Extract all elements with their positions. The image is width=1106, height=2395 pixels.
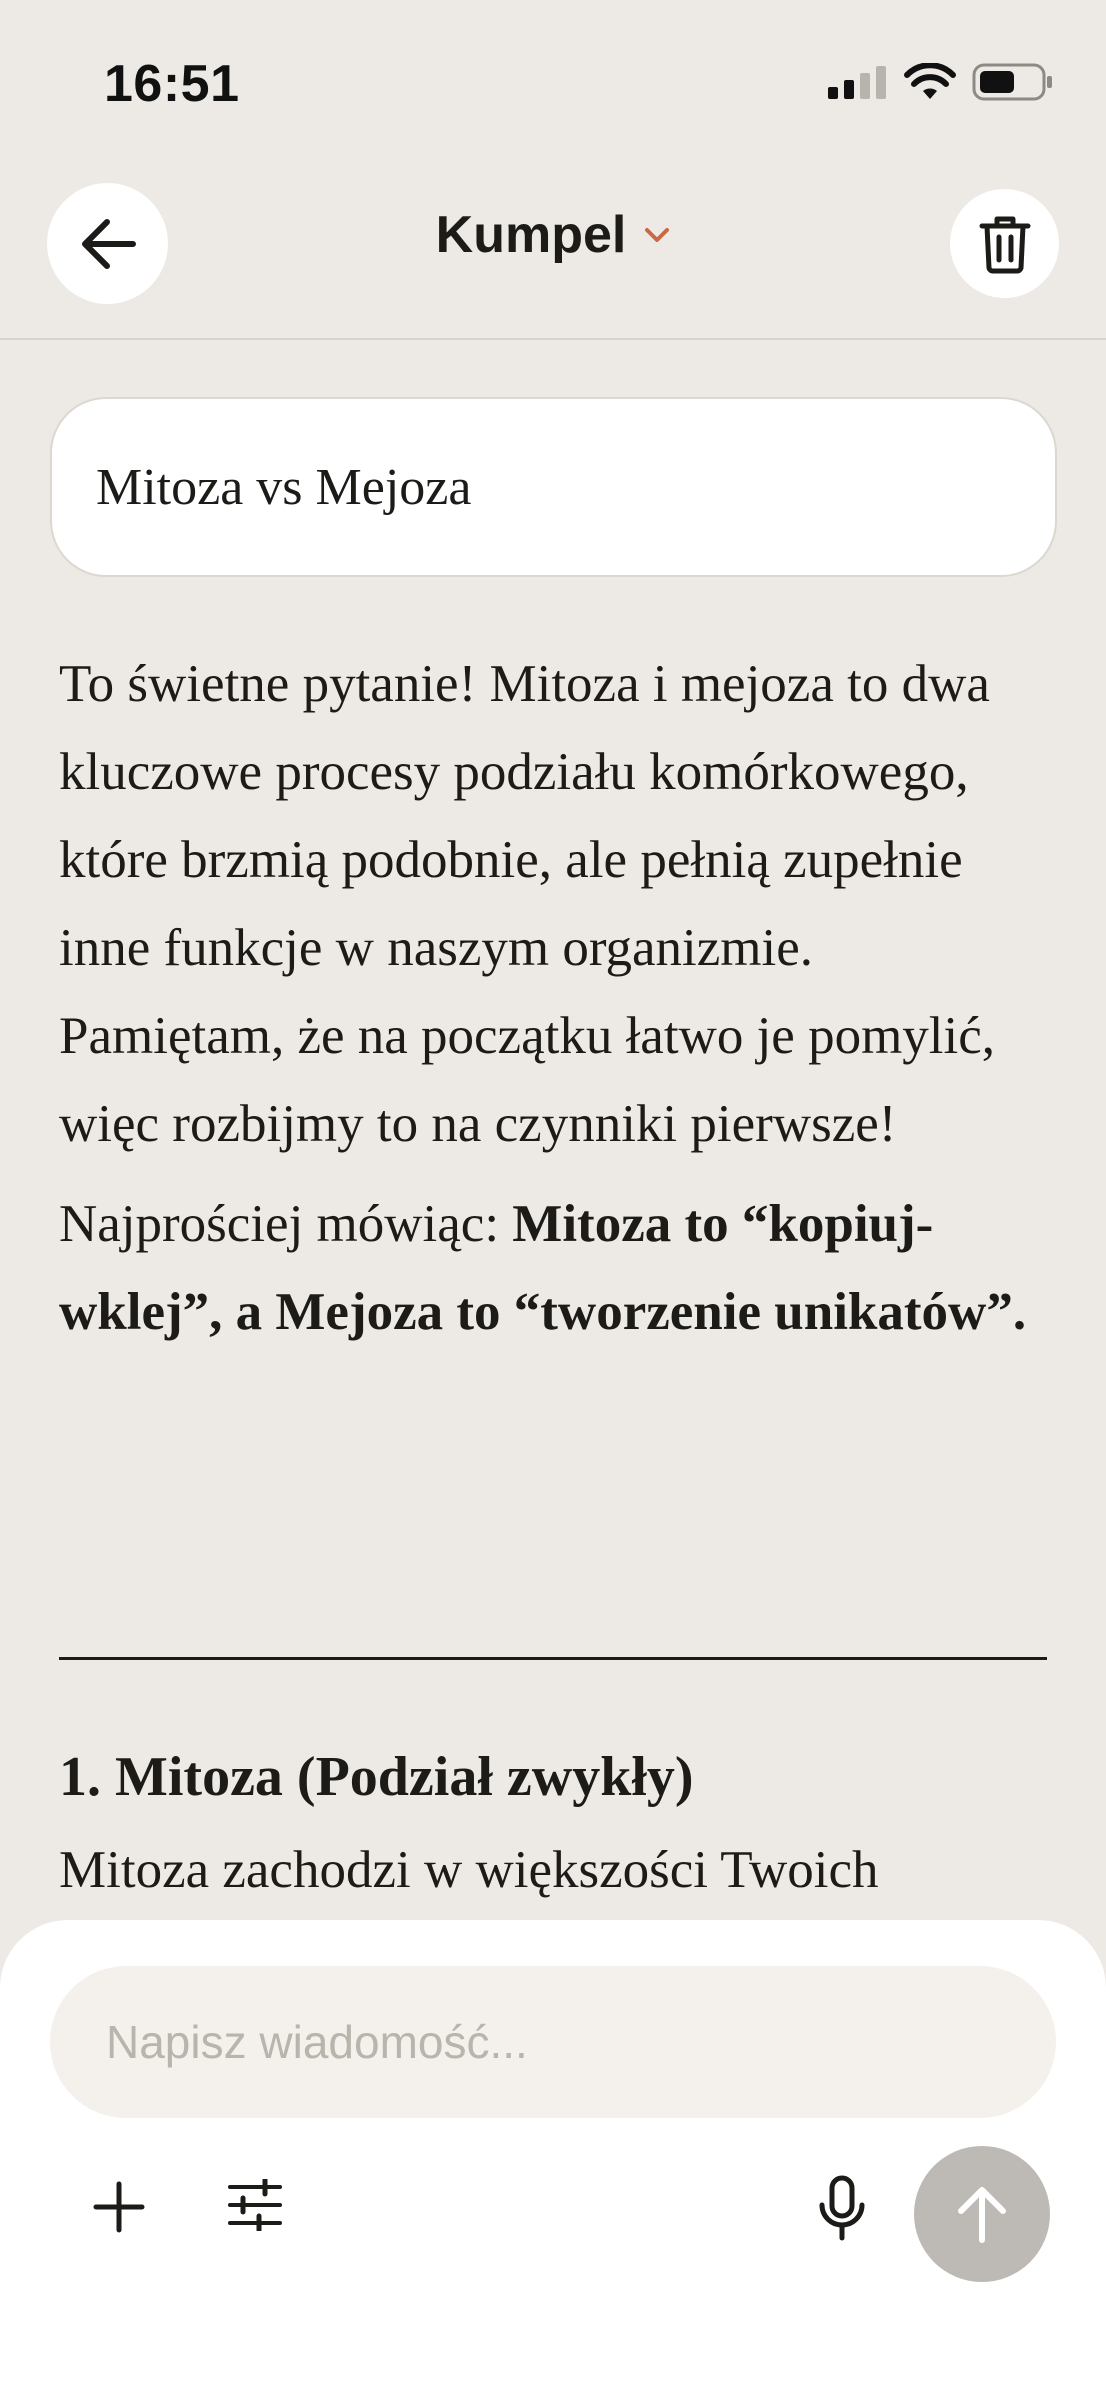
- cellular-signal-icon: [826, 65, 888, 99]
- trash-icon: [978, 214, 1032, 274]
- plus-icon: [93, 2181, 145, 2233]
- assistant-response: [59, 640, 1059, 1356]
- chevron-down-icon: [644, 227, 670, 243]
- model-selector[interactable]: [0, 205, 1106, 265]
- status-time: 16:51: [104, 55, 240, 113]
- response-intro: To świetne pytanie! Mitoza i mejoza to dwa kluczowe procesy podziału komórkowego, które brzmią podobnie, ale pełnią zupełnie inne funkcje w naszym organizmie. Pamiętam, że na początku łatwo je pomylić, więc rozbijmy to na czynniki pierwsze!: [59, 655, 996, 1153]
- header-title: Kumpel: [435, 206, 627, 264]
- sliders-icon: [227, 2179, 283, 2231]
- response-summary: [59, 1180, 1059, 1356]
- summary-prefix: Najprościej mówiąc:: [59, 1195, 513, 1253]
- section-text: Mitoza zachodzi w większości Twoich: [59, 1841, 879, 1899]
- message-composer: [0, 1920, 1106, 2395]
- options-button[interactable]: [220, 2170, 290, 2240]
- wifi-icon: [904, 63, 956, 101]
- voice-input-button[interactable]: [804, 2170, 880, 2246]
- summary-bold: Mitoza to “kopiuj-wklej”, a Mejoza to “tworzenie unikatów”.: [59, 1195, 1027, 1341]
- send-button[interactable]: [914, 2146, 1050, 2282]
- horizontal-rule: [59, 1657, 1047, 1660]
- battery-icon: [972, 62, 1054, 102]
- status-icons: [826, 62, 1054, 102]
- section-heading: 1. Mitoza (Podział zwykły): [59, 1746, 694, 1808]
- message-input[interactable]: [50, 1966, 1056, 2118]
- user-message-text: Mitoza vs Mejoza: [96, 458, 472, 516]
- add-attachment-button[interactable]: [84, 2172, 154, 2242]
- delete-chat-button[interactable]: [950, 189, 1059, 298]
- status-bar: [0, 0, 1106, 175]
- user-message: [50, 397, 1057, 577]
- arrow-up-icon: [955, 2184, 1009, 2244]
- chat-header: [0, 175, 1106, 340]
- microphone-icon: [817, 2175, 867, 2241]
